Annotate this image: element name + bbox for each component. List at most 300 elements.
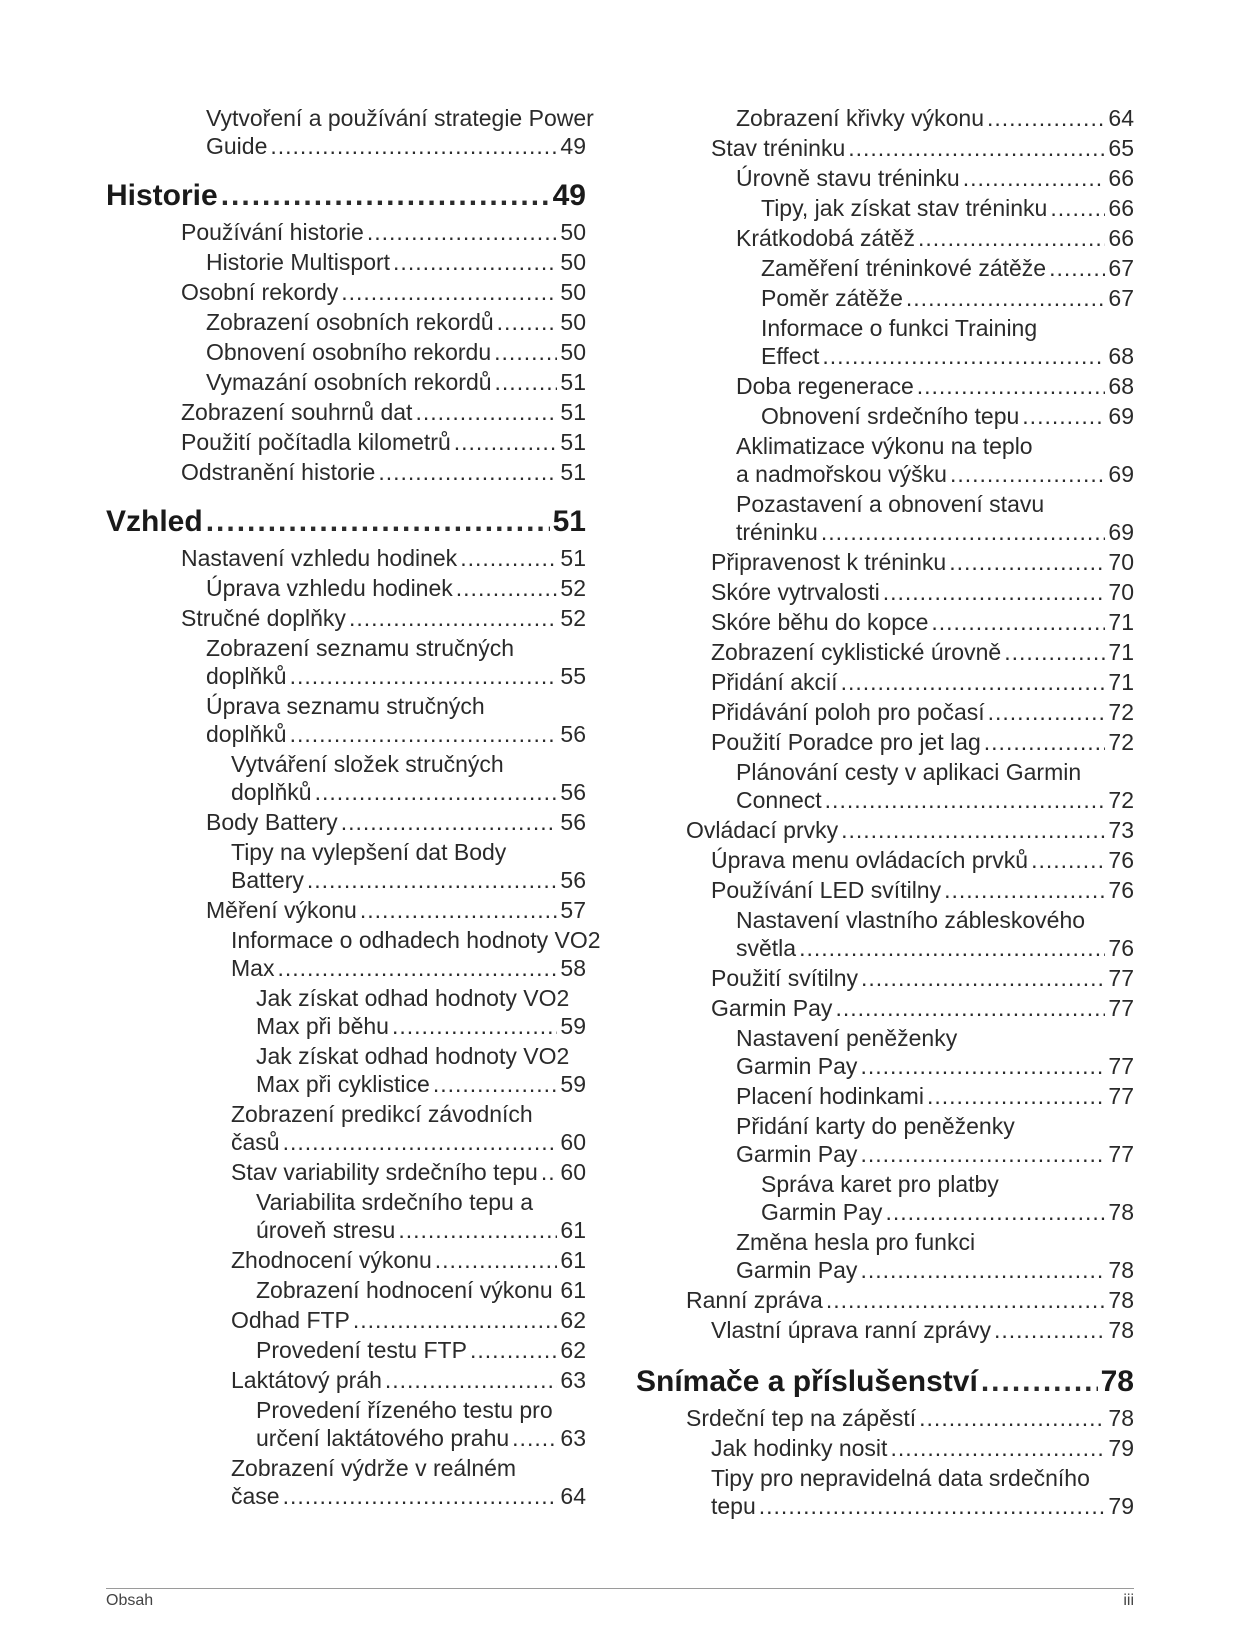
toc-entry-title: Historie Multisport xyxy=(206,249,391,275)
toc-entry-title-line: Aklimatizace výkonu na teplo xyxy=(736,433,1033,459)
toc-entry[interactable] xyxy=(106,808,586,836)
toc-entry-title-line: Nastavení peněženky xyxy=(736,1025,958,1051)
dot-leader xyxy=(984,728,1106,756)
toc-entry[interactable] xyxy=(636,104,1134,132)
toc-entry[interactable] xyxy=(106,750,586,806)
toc-entry-title: Connect xyxy=(736,787,822,813)
toc-entry[interactable] xyxy=(106,634,586,690)
toc-entry-title: Připravenost k tréninku xyxy=(711,549,947,575)
toc-page-number: 66 xyxy=(1108,165,1134,191)
toc-entry-title: Garmin Pay xyxy=(736,1257,858,1283)
dot-leader xyxy=(206,504,550,540)
toc-entry[interactable] xyxy=(636,1082,1134,1110)
toc-entry-title: Měření výkonu xyxy=(206,897,357,923)
toc-entry[interactable] xyxy=(106,1454,586,1510)
toc-entry-title: Tipy, jak získat stav tréninku xyxy=(761,195,1048,221)
toc-page-number: 78 xyxy=(1108,1199,1134,1225)
toc-entry-title-line: Provedení řízeného testu pro xyxy=(256,1397,553,1423)
toc-entry-title: časů xyxy=(231,1129,280,1155)
dot-leader xyxy=(917,372,1106,400)
toc-entry[interactable] xyxy=(636,194,1134,222)
toc-entry-title-line: Pozastavení a obnovení stavu xyxy=(736,491,1045,517)
toc-entry[interactable] xyxy=(106,338,586,366)
footer-page-number: iii xyxy=(1123,1592,1134,1609)
toc-entry[interactable] xyxy=(106,692,586,748)
toc-entry-title: Zobrazení souhrnů dat xyxy=(181,399,413,425)
toc-page-number: 78 xyxy=(1108,1257,1134,1283)
toc-page-number: 77 xyxy=(1108,965,1134,991)
toc-entry-title: Zobrazení cyklistické úrovně xyxy=(711,639,1002,665)
toc-entry[interactable] xyxy=(106,1042,586,1098)
toc-page-number: 56 xyxy=(560,721,586,747)
dot-leader xyxy=(392,1012,557,1040)
dot-leader xyxy=(994,1316,1105,1344)
toc-entry-title: Garmin Pay xyxy=(736,1053,858,1079)
toc-entry-title-line: Zobrazení výdrže v reálném xyxy=(231,1455,517,1481)
toc-entry[interactable] xyxy=(106,398,586,426)
dot-leader xyxy=(848,134,1105,162)
dot-leader xyxy=(821,518,1106,546)
dot-leader xyxy=(470,1336,557,1364)
toc-entry-title-line: Informace o funkci Training xyxy=(761,315,1038,341)
dot-leader xyxy=(835,994,1105,1022)
toc-entry-title: tréninku xyxy=(736,519,818,545)
toc-entry-title: Zobrazení křivky výkonu xyxy=(736,105,984,131)
toc-entry-title-line: Vytvoření a používání strategie Power xyxy=(206,105,594,131)
dot-leader xyxy=(861,964,1105,992)
toc-page-number: 61 xyxy=(560,1247,586,1273)
toc-entry-title: Úprava vzhledu hodinek xyxy=(206,575,453,601)
toc-page-number: 68 xyxy=(1108,343,1134,369)
toc-entry[interactable] xyxy=(636,134,1134,162)
toc-page-number: 50 xyxy=(560,339,586,365)
toc-entry[interactable] xyxy=(106,458,586,486)
toc-entry[interactable] xyxy=(106,368,586,396)
dot-leader xyxy=(283,1482,558,1510)
toc-entry[interactable] xyxy=(636,1170,1134,1226)
toc-entry-title: Historie xyxy=(106,179,218,212)
toc-entry-title-line: Správa karet pro platby xyxy=(761,1171,999,1197)
toc-page-number: 63 xyxy=(560,1367,586,1393)
toc-entry[interactable] xyxy=(106,926,601,982)
toc-entry[interactable] xyxy=(106,278,586,306)
dot-leader xyxy=(221,178,550,214)
dot-leader xyxy=(944,876,1105,904)
toc-page-number: 78 xyxy=(1100,1365,1134,1398)
toc-entry-title: Přidání akcií xyxy=(711,669,838,695)
toc-entry-title: Osobní rekordy xyxy=(181,279,339,305)
toc-entry-title: světla xyxy=(736,935,797,961)
toc-entry[interactable] xyxy=(636,432,1134,488)
toc-entry-title: Úprava menu ovládacích prvků xyxy=(711,847,1029,873)
dot-leader xyxy=(906,284,1106,312)
dot-leader xyxy=(494,338,557,366)
toc-entry[interactable] xyxy=(106,1188,586,1244)
toc-entry-title: Stav variability srdečního tepu xyxy=(231,1159,538,1185)
toc-entry-title: Garmin Pay xyxy=(761,1199,883,1225)
dot-leader xyxy=(918,224,1105,252)
toc-page-number: 72 xyxy=(1108,787,1134,813)
dot-leader xyxy=(759,1492,1106,1520)
dot-leader xyxy=(283,1128,558,1156)
toc-page-number: 51 xyxy=(560,429,586,455)
toc-entry[interactable] xyxy=(636,1464,1134,1520)
toc-entry-title-line: Zobrazení seznamu stručných xyxy=(206,635,515,661)
toc-entry-title-line: Přidání karty do peněženky xyxy=(736,1113,1015,1139)
toc-page-number: 60 xyxy=(560,1159,586,1185)
toc-entry-title: Garmin Pay xyxy=(711,995,833,1021)
toc-entry[interactable] xyxy=(636,668,1134,696)
toc-entry-title: Zhodnocení výkonu xyxy=(231,1247,432,1273)
toc-entry[interactable] xyxy=(106,1306,586,1334)
toc-entry-title: úroveň stresu xyxy=(256,1217,396,1243)
toc-entry-title: a nadmořskou výšku xyxy=(736,461,947,487)
toc-entry[interactable] xyxy=(636,1228,1134,1284)
toc-entry[interactable] xyxy=(106,248,586,276)
toc-entry-title-line: Vytváření složek stručných xyxy=(231,751,504,777)
toc-entry-title: Přidávání poloh pro počasí xyxy=(711,699,985,725)
toc-entry-title: Max při běhu xyxy=(256,1013,389,1039)
toc-page-number: 52 xyxy=(560,575,586,601)
toc-entry-title-line: Zobrazení predikcí závodních xyxy=(231,1101,533,1127)
toc-entry-title: Odstranění historie xyxy=(181,459,376,485)
toc-entry-title: Zobrazení osobních rekordů xyxy=(206,309,494,335)
toc-entry[interactable] xyxy=(636,224,1134,252)
toc-page-number: 60 xyxy=(560,1129,586,1155)
toc-entry-title: Skóre vytrvalosti xyxy=(711,579,880,605)
toc-entry-title: Obnovení osobního rekordu xyxy=(206,339,492,365)
toc-entry[interactable] xyxy=(636,1112,1134,1168)
toc-entry[interactable] xyxy=(636,1316,1134,1344)
dot-leader xyxy=(341,278,557,306)
toc-page-number: 55 xyxy=(560,663,586,689)
toc-page-number: 56 xyxy=(560,867,586,893)
toc-entry-title: doplňků xyxy=(231,779,312,805)
toc-entry-title: Effect xyxy=(761,343,820,369)
dot-leader xyxy=(890,1434,1105,1462)
toc-entry[interactable] xyxy=(636,1024,1134,1080)
toc-entry[interactable] xyxy=(636,548,1134,576)
toc-entry-title: Nastavení vzhledu hodinek xyxy=(181,545,458,571)
toc-entry-title-line: Jak získat odhad hodnoty VO2 xyxy=(256,1043,570,1069)
toc-entry[interactable] xyxy=(636,964,1134,992)
toc-page-number: 76 xyxy=(1108,847,1134,873)
dot-leader xyxy=(349,604,557,632)
toc-page-number: 69 xyxy=(1108,461,1134,487)
dot-leader xyxy=(1031,846,1105,874)
toc-entry-title-line: Úprava seznamu stručných xyxy=(206,693,485,719)
toc-entry[interactable] xyxy=(636,1286,1134,1314)
toc-entry[interactable] xyxy=(636,816,1134,844)
toc-entry[interactable] xyxy=(636,698,1134,726)
dot-leader xyxy=(860,1256,1105,1284)
dot-leader xyxy=(277,954,557,982)
toc-page-number: 49 xyxy=(560,133,586,159)
toc-entry-title: doplňků xyxy=(206,721,287,747)
dot-leader xyxy=(495,368,558,396)
toc-entry-title: Vymazání osobních rekordů xyxy=(206,369,492,395)
toc-page-number: 56 xyxy=(560,779,586,805)
dot-leader xyxy=(931,608,1105,636)
toc-entry[interactable] xyxy=(636,314,1134,370)
dot-leader xyxy=(378,458,557,486)
toc-entry[interactable] xyxy=(106,308,586,336)
toc-page-number: 78 xyxy=(1108,1317,1134,1343)
toc-page-number: 70 xyxy=(1108,579,1134,605)
toc-page-number: 67 xyxy=(1108,285,1134,311)
toc-section-heading[interactable] xyxy=(636,1364,1134,1400)
dot-leader xyxy=(460,544,557,572)
dot-leader xyxy=(315,778,558,806)
toc-entry[interactable] xyxy=(106,1276,586,1304)
toc-page-number: 71 xyxy=(1108,609,1134,635)
dot-leader xyxy=(885,1198,1105,1226)
toc-page-number: 59 xyxy=(560,1071,586,1097)
toc-page-number: 64 xyxy=(560,1483,586,1509)
dot-leader xyxy=(1050,194,1105,222)
toc-page-number: 51 xyxy=(560,399,586,425)
dot-leader xyxy=(987,104,1105,132)
dot-leader xyxy=(1022,402,1105,430)
dot-leader xyxy=(541,1158,558,1186)
dot-leader xyxy=(360,896,558,924)
dot-leader xyxy=(988,698,1106,726)
toc-page-number: 77 xyxy=(1108,1053,1134,1079)
toc-entry-title: Zobrazení hodnocení výkonu xyxy=(256,1277,553,1303)
toc-entry-title-line: Jak získat odhad hodnoty VO2 xyxy=(256,985,570,1011)
toc-entry[interactable] xyxy=(636,906,1134,962)
toc-column-left xyxy=(106,104,601,1510)
toc-section-heading[interactable] xyxy=(106,504,586,540)
toc-page-number: 61 xyxy=(560,1217,586,1243)
toc-page-number: 73 xyxy=(1108,817,1134,843)
toc-entry-title: Zaměření tréninkové zátěže xyxy=(761,255,1047,281)
toc-entry[interactable] xyxy=(106,574,586,602)
dot-leader xyxy=(822,342,1105,370)
toc-page-number: 71 xyxy=(1108,639,1134,665)
toc-entry-title: Krátkodobá zátěž xyxy=(736,225,916,251)
footer-section-title: Obsah xyxy=(106,1592,154,1609)
toc-entry[interactable] xyxy=(636,846,1134,874)
toc-entry[interactable] xyxy=(106,1396,586,1452)
toc-entry-title: Body Battery xyxy=(206,809,338,835)
toc-entry-title: Používání historie xyxy=(181,219,364,245)
toc-entry-title-line: Nastavení vlastního zábleskového xyxy=(736,907,1086,933)
toc-entry-title: Odhad FTP xyxy=(231,1307,350,1333)
dot-leader xyxy=(841,668,1106,696)
dot-leader xyxy=(398,1216,557,1244)
toc-page-number: 61 xyxy=(560,1277,586,1303)
dot-leader xyxy=(367,218,558,246)
toc-page-number: 76 xyxy=(1108,935,1134,961)
toc-entry-title: Snímače a příslušenství xyxy=(636,1365,978,1398)
dot-leader xyxy=(919,1404,1105,1432)
toc-entry-title: Srdeční tep na zápěstí xyxy=(686,1405,917,1431)
dot-leader xyxy=(454,428,558,456)
toc-entry[interactable] xyxy=(106,544,586,572)
dot-leader xyxy=(826,1286,1106,1314)
dot-leader xyxy=(290,662,558,690)
toc-entry-title: Použití Poradce pro jet lag xyxy=(711,729,981,755)
dot-leader xyxy=(1004,638,1105,666)
toc-entry-title: Battery xyxy=(231,867,304,893)
toc-entry[interactable] xyxy=(636,608,1134,636)
toc-page-number: 63 xyxy=(560,1425,586,1451)
toc-entry[interactable] xyxy=(636,994,1134,1022)
toc-entry[interactable] xyxy=(636,284,1134,312)
dot-leader xyxy=(556,1276,558,1304)
dot-leader xyxy=(799,934,1105,962)
dot-leader xyxy=(385,1366,558,1394)
toc-entry[interactable] xyxy=(106,1366,586,1394)
toc-entry-title: Použití svítilny xyxy=(711,965,858,991)
toc-entry[interactable] xyxy=(636,372,1134,400)
toc-column-right xyxy=(636,104,1134,1520)
dot-leader xyxy=(950,460,1105,488)
dot-leader xyxy=(290,720,558,748)
toc-entry[interactable] xyxy=(636,164,1134,192)
toc-page-number: 72 xyxy=(1108,699,1134,725)
toc-page-number: 62 xyxy=(560,1337,586,1363)
toc-entry[interactable] xyxy=(636,758,1134,814)
toc-page-number: 50 xyxy=(560,309,586,335)
dot-leader xyxy=(841,816,1105,844)
dot-leader xyxy=(497,308,558,336)
toc-page-number: 56 xyxy=(560,809,586,835)
toc-entry[interactable] xyxy=(636,1434,1134,1462)
toc-page-number: 69 xyxy=(1108,403,1134,429)
toc-page-number: 62 xyxy=(560,1307,586,1333)
dot-leader xyxy=(825,786,1106,814)
toc-entry[interactable] xyxy=(106,1336,586,1364)
toc-page-number: 76 xyxy=(1108,877,1134,903)
toc-entry-title: čase xyxy=(231,1483,280,1509)
toc-page-number: 58 xyxy=(560,955,586,981)
dot-leader xyxy=(456,574,558,602)
toc-entry[interactable] xyxy=(106,896,586,924)
dot-leader xyxy=(883,578,1106,606)
toc-page-number: 66 xyxy=(1108,225,1134,251)
toc-page-number: 50 xyxy=(560,219,586,245)
toc-page-number: 65 xyxy=(1108,135,1134,161)
toc-entry[interactable] xyxy=(636,254,1134,282)
toc-entry-title: Stav tréninku xyxy=(711,135,846,161)
dot-leader xyxy=(981,1364,1098,1400)
toc-entry[interactable] xyxy=(106,1246,586,1274)
dot-leader xyxy=(949,548,1105,576)
toc-page-number: 77 xyxy=(1108,995,1134,1021)
toc-entry[interactable] xyxy=(106,428,586,456)
toc-entry[interactable] xyxy=(106,1158,586,1186)
toc-entry-title: Provedení testu FTP xyxy=(256,1337,467,1363)
toc-entry[interactable] xyxy=(636,638,1134,666)
toc-page-number: 51 xyxy=(560,459,586,485)
toc-entry[interactable] xyxy=(636,578,1134,606)
toc-entry[interactable] xyxy=(106,838,586,894)
toc-page-number: 70 xyxy=(1108,549,1134,575)
toc-entry-title: určení laktátového prahu xyxy=(256,1425,510,1451)
toc-entry-title: Jak hodinky nosit xyxy=(711,1435,888,1461)
toc-entry-title: Obnovení srdečního tepu xyxy=(761,403,1020,429)
toc-page-number: 77 xyxy=(1108,1141,1134,1167)
toc-page-number: 68 xyxy=(1108,373,1134,399)
toc-entry-title: Ovládací prvky xyxy=(686,817,839,843)
toc-page-number: 78 xyxy=(1108,1405,1134,1431)
toc-entry[interactable] xyxy=(636,490,1134,546)
toc-page-number: 72 xyxy=(1108,729,1134,755)
toc-entry-title: Použití počítadla kilometrů xyxy=(181,429,451,455)
toc-entry-title: Garmin Pay xyxy=(736,1141,858,1167)
toc-entry-title: Stručné doplňky xyxy=(181,605,346,631)
footer-divider xyxy=(106,1588,1134,1589)
toc-entry-title: Ranní zpráva xyxy=(686,1287,823,1313)
dot-leader xyxy=(963,164,1106,192)
toc-page-number: 66 xyxy=(1108,195,1134,221)
toc-page-number: 52 xyxy=(560,605,586,631)
toc-page-number: 51 xyxy=(560,545,586,571)
toc-page-number: 50 xyxy=(560,279,586,305)
toc-entry[interactable] xyxy=(636,402,1134,430)
dot-leader xyxy=(435,1246,558,1274)
toc-entry-title-line: Změna hesla pro funkci xyxy=(736,1229,976,1255)
toc-entry[interactable] xyxy=(106,218,586,246)
toc-page-number: 67 xyxy=(1108,255,1134,281)
toc-page-number: 57 xyxy=(560,897,586,923)
toc-entry-title: Laktátový práh xyxy=(231,1367,382,1393)
dot-leader xyxy=(1049,254,1105,282)
toc-entry-title: Úrovně stavu tréninku xyxy=(736,165,960,191)
dot-leader xyxy=(927,1082,1105,1110)
dot-leader xyxy=(433,1070,558,1098)
dot-leader xyxy=(341,808,558,836)
toc-page-number: 51 xyxy=(560,369,586,395)
toc-entry-title: Vlastní úprava ranní zprávy xyxy=(711,1317,991,1343)
toc-entry[interactable] xyxy=(106,1100,586,1156)
toc-page-number: 69 xyxy=(1108,519,1134,545)
toc-page-number: 64 xyxy=(1108,105,1134,131)
toc-page-number: 79 xyxy=(1108,1435,1134,1461)
toc-entry[interactable] xyxy=(636,1404,1134,1432)
toc-entry-title-line: Informace o odhadech hodnoty VO2 xyxy=(231,927,601,953)
toc-entry-title-line: Tipy na vylepšení dat Body xyxy=(231,839,507,865)
dot-leader xyxy=(307,866,558,894)
dot-leader xyxy=(860,1140,1105,1168)
toc-entry[interactable] xyxy=(636,876,1134,904)
toc-entry-title-line: Variabilita srdečního tepu a xyxy=(256,1189,534,1215)
toc-page-number: 50 xyxy=(560,249,586,275)
toc-entry-title: tepu xyxy=(711,1493,756,1519)
toc-entry[interactable] xyxy=(106,984,586,1040)
dot-leader xyxy=(415,398,557,426)
toc-entry-title: doplňků xyxy=(206,663,287,689)
toc-entry-title: Doba regenerace xyxy=(736,373,914,399)
toc-entry-title-line: Plánování cesty v aplikaci Garmin xyxy=(736,759,1082,785)
dot-leader xyxy=(860,1052,1105,1080)
toc-entry[interactable] xyxy=(106,104,594,160)
toc-page-number: 79 xyxy=(1108,1493,1134,1519)
toc-section-heading[interactable] xyxy=(106,178,586,214)
toc-entry-title: Max xyxy=(231,955,275,981)
toc-entry-title: Max při cyklistice xyxy=(256,1071,430,1097)
toc-entry[interactable] xyxy=(106,604,586,632)
toc-page-number: 77 xyxy=(1108,1083,1134,1109)
toc-entry[interactable] xyxy=(636,728,1134,756)
toc-entry-title: Placení hodinkami xyxy=(736,1083,924,1109)
toc-page-number: 71 xyxy=(1108,669,1134,695)
toc-page-number: 78 xyxy=(1108,1287,1134,1313)
toc-page-number: 59 xyxy=(560,1013,586,1039)
toc-entry-title: Používání LED svítilny xyxy=(711,877,942,903)
